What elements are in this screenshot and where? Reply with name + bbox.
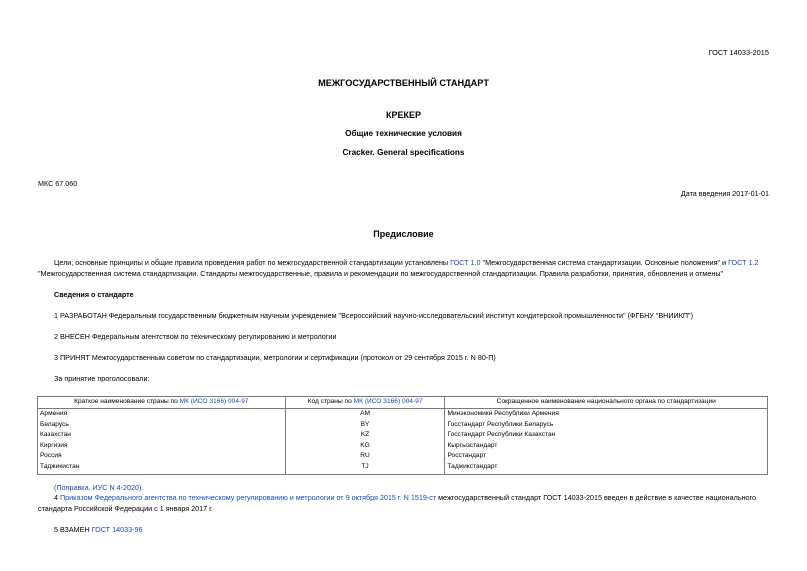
country-cell: Армения xyxy=(38,409,286,420)
standard-type-heading: МЕЖГОСУДАРСТВЕННЫЙ СТАНДАРТ xyxy=(318,78,489,88)
body-cell: Госстандарт Республики Беларусь xyxy=(445,420,768,431)
gost-1-2-link[interactable]: ГОСТ 1.2 xyxy=(728,258,759,267)
item-5-replaces xyxy=(38,524,770,535)
preface-intro-paragraph xyxy=(38,257,770,279)
mks-code: МКС 67.060 xyxy=(38,179,78,188)
table-row xyxy=(38,462,768,475)
column-header-code xyxy=(285,397,445,409)
code-cell: RU xyxy=(285,451,445,462)
mk-iso-3166-link[interactable]: МК (ИСО 3166) 004-97 xyxy=(353,398,423,406)
body-cell: Госстандарт Республики Казахстан xyxy=(445,430,768,441)
table-row xyxy=(38,451,768,462)
item-2-submitted: 2 ВНЕСЕН Федеральным агентством по техническому регулированию и метрологии xyxy=(54,332,337,341)
code-cell: BY xyxy=(285,420,445,431)
code-cell: KG xyxy=(285,441,445,452)
table-row xyxy=(38,430,768,441)
item-1-developed: 1 РАЗРАБОТАН Федеральным государственным бюджетным научным учреждением "Всероссийский научно-исследовательский институт кондитерской промышленности" (ФГБНУ "ВНИИКП") xyxy=(54,311,694,320)
item4-text: межгосударственный стандарт ГОСТ 14033-2015 введен в действие в качестве национального стандарта Российской Федерации с 1 января 2017 г. xyxy=(38,493,757,513)
intro-text-part1: Цели, основные принципы и общие правила проведения работ по межгосударственной стандартизации установлены xyxy=(54,258,451,267)
standard-name-english: Cracker. General specifications xyxy=(342,148,465,157)
col1-header-text: Краткое наименование страны по xyxy=(74,398,180,406)
table-row xyxy=(38,441,768,452)
standard-info-heading: Сведения о стандарте xyxy=(54,290,134,299)
table-header-row xyxy=(38,397,768,409)
country-cell: Беларусь xyxy=(38,420,286,431)
column-header-country xyxy=(38,397,286,409)
gost-1-0-link[interactable]: ГОСТ 1.0 xyxy=(450,258,481,267)
amendment-link[interactable]: (Поправка. ИУС N 4-2020). xyxy=(54,483,144,492)
country-cell: Киргизия xyxy=(38,441,286,452)
table-row xyxy=(38,409,768,420)
voted-heading: За принятие проголосовали: xyxy=(54,374,150,383)
body-cell: Минэкономики Республики Армения xyxy=(445,409,768,420)
body-cell: Кыргызстандарт xyxy=(445,441,768,452)
table-row xyxy=(38,420,768,431)
introduction-date: Дата введения 2017-01-01 xyxy=(680,189,769,198)
item-3-adopted: 3 ПРИНЯТ Межгосударственным советом по стандартизации, метрологии и сертификации (протокол от 29 сентября 2015 г. N 80-П) xyxy=(54,353,496,362)
standard-name: КРЕКЕР xyxy=(386,110,421,120)
body-cell: Росстандарт xyxy=(445,451,768,462)
preface-heading: Предисловие xyxy=(373,229,434,239)
country-cell: Россия xyxy=(38,451,286,462)
intro-text-part2: "Межгосударственная система стандартизации. Основные положения" и xyxy=(480,258,729,267)
body-cell: Таджикстандарт xyxy=(445,462,768,475)
item-4-order xyxy=(38,492,770,514)
gost-14033-96-link[interactable]: ГОСТ 14033-96 xyxy=(91,525,143,534)
code-cell: KZ xyxy=(285,430,445,441)
item5-prefix: 5 ВЗАМЕН xyxy=(54,525,92,534)
intro-text-part3: "Межгосударственная система стандартизации. Стандарты межгосударственные, правила и рекомендации по межгосударственной стандартизации. Правила разработки, принятия, обновления и отмены" xyxy=(38,269,724,278)
standard-subtitle: Общие технические условия xyxy=(345,129,462,138)
voting-countries-table xyxy=(37,396,768,475)
item4-prefix: 4 xyxy=(54,493,60,502)
document-code: ГОСТ 14033-2015 xyxy=(708,48,769,57)
mk-iso-3166-link[interactable]: МК (ИСО 3166) 004-97 xyxy=(179,398,249,406)
country-cell: Таджикистан xyxy=(38,462,286,475)
col2-header-text: Код страны по xyxy=(307,398,354,406)
column-header-body: Сокращенное наименование национального органа по стандартизации xyxy=(445,397,768,409)
order-1519-link[interactable]: Приказом Федерального агентства по техническому регулированию и метрологии от 9 октября 2015 г. N 1519-ст xyxy=(60,493,437,502)
code-cell: AM xyxy=(285,409,445,420)
code-cell: TJ xyxy=(285,462,445,475)
country-cell: Казахстан xyxy=(38,430,286,441)
